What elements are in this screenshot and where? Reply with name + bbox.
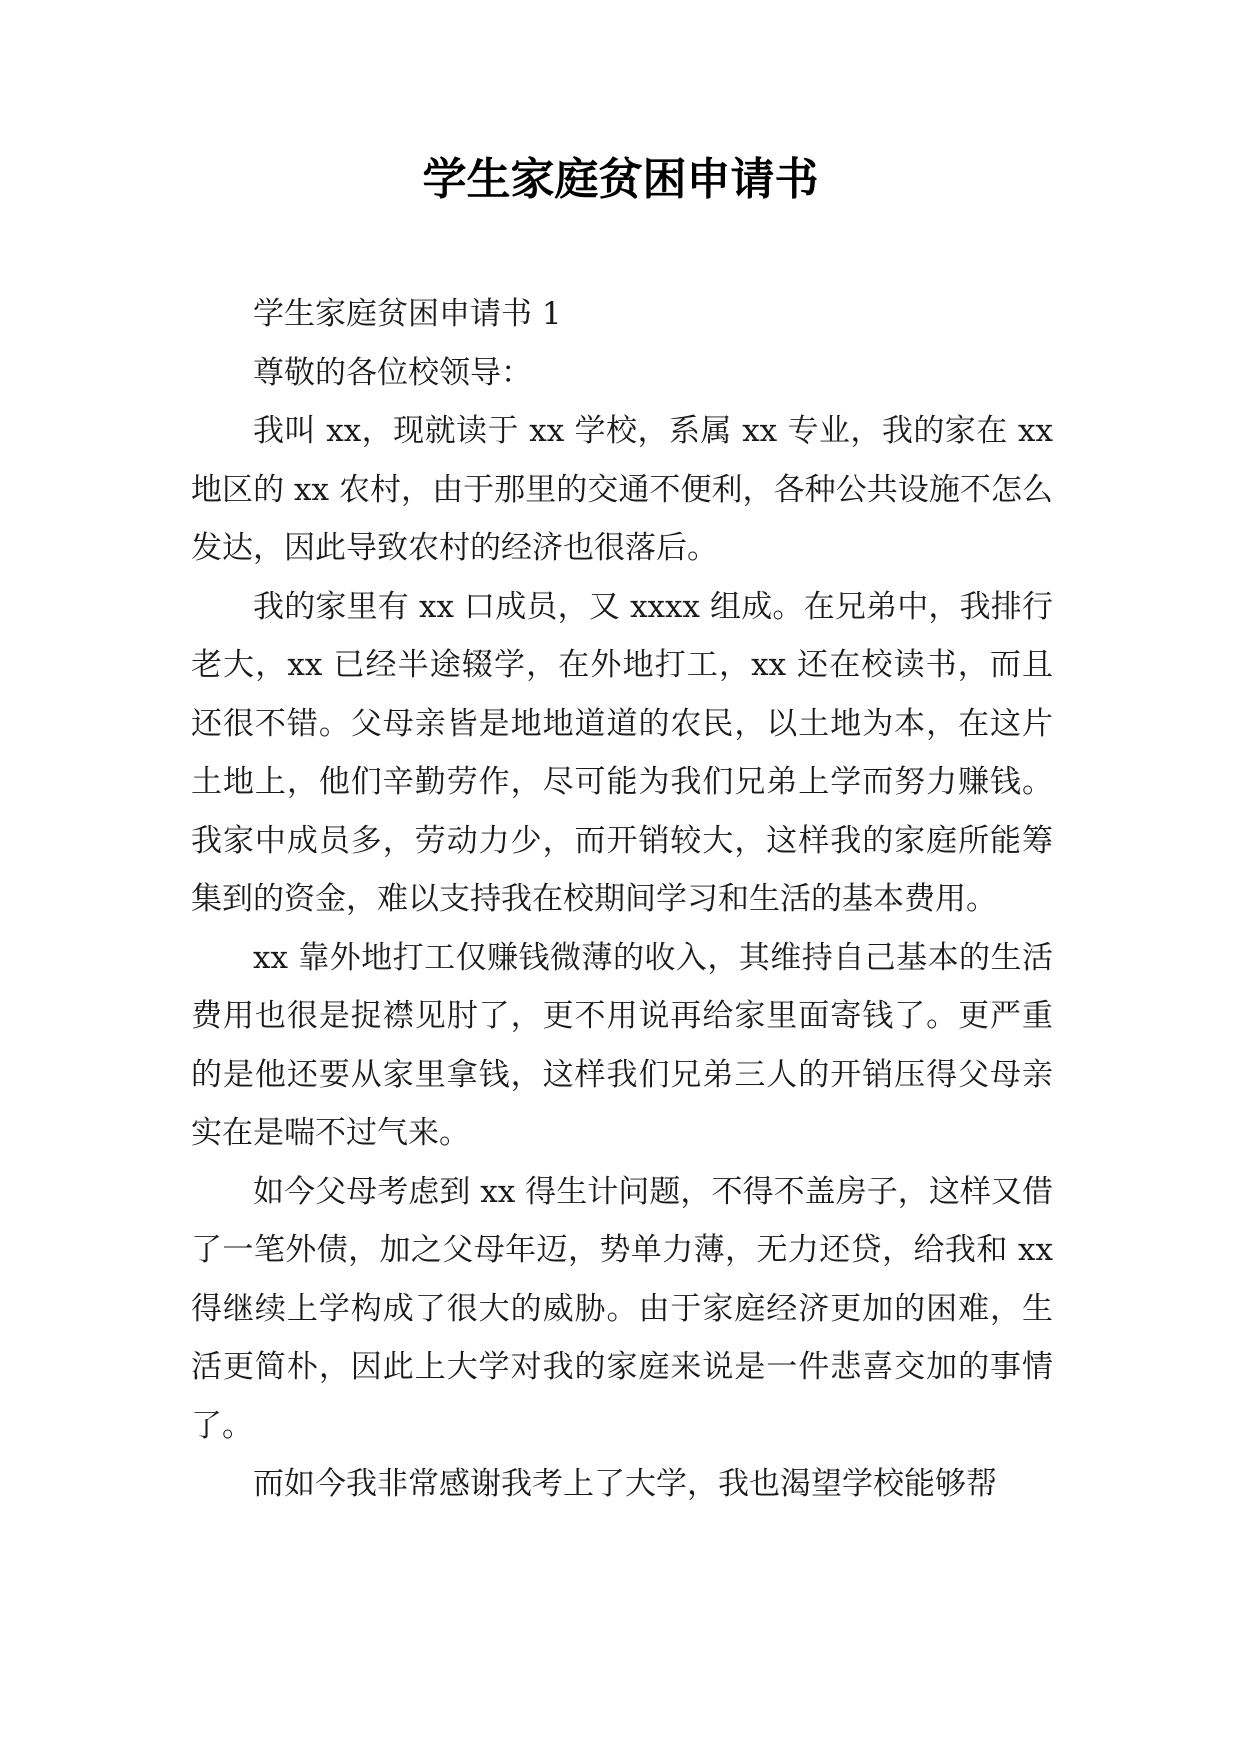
paragraph: 我的家里有 xx 口成员，又 xxxx 组成。在兄弟中，我排行老大，xx 已经半途辍学，在外地打工，xx 还在校读书，而且还很不错。父母亲皆是地地道道的农民，以土地为本，在这片土地上，他们辛勤劳作，尽可能为我们兄弟上学而努力赚钱。我家中成员多，劳动力少，而开销较大，这样我的家庭所能筹集到的资金，难以支持我在校期间学习和生活的基本费用。 <box>191 588 1053 917</box>
paragraph: 如今父母考虑到 xx 得生计问题，不得不盖房子，这样又借了一笔外债，加之父母年迈，势单力薄，无力还贷，给我和 xx 得继续上学构成了很大的威胁。由于家庭经济更加的困难，生活更简朴，因此上大学对我的家庭来说是一件悲喜交加的事情了。 <box>191 1173 1053 1444</box>
paragraph-subtitle: 学生家庭贫困申请书 1 <box>253 296 562 332</box>
paragraph-salutation: 尊敬的各位校领导： <box>253 354 532 391</box>
paragraph: xx 靠外地打工仅赚钱微薄的收入，其维持自己基本的生活费用也很是捉襟见肘了，更不用说再给家里面寄钱了。更严重的是他还要从家里拿钱，这样我们兄弟三人的开销压得父母亲实在是喘不过气来。 <box>191 939 1053 1151</box>
paragraph: 我叫 xx，现就读于 xx 学校，系属 xx 专业，我的家在 xx 地区的 xx 农村，由于那里的交通不便利，各种公共设施不怎么发达，因此导致农村的经济也很落后。 <box>191 413 1053 566</box>
paragraph: 而如今我非常感谢我考上了大学，我也渴望学校能够帮 <box>253 1466 997 1502</box>
document-title: 学生家庭贫困申请书 <box>422 154 819 205</box>
document-body <box>191 285 1053 1514</box>
